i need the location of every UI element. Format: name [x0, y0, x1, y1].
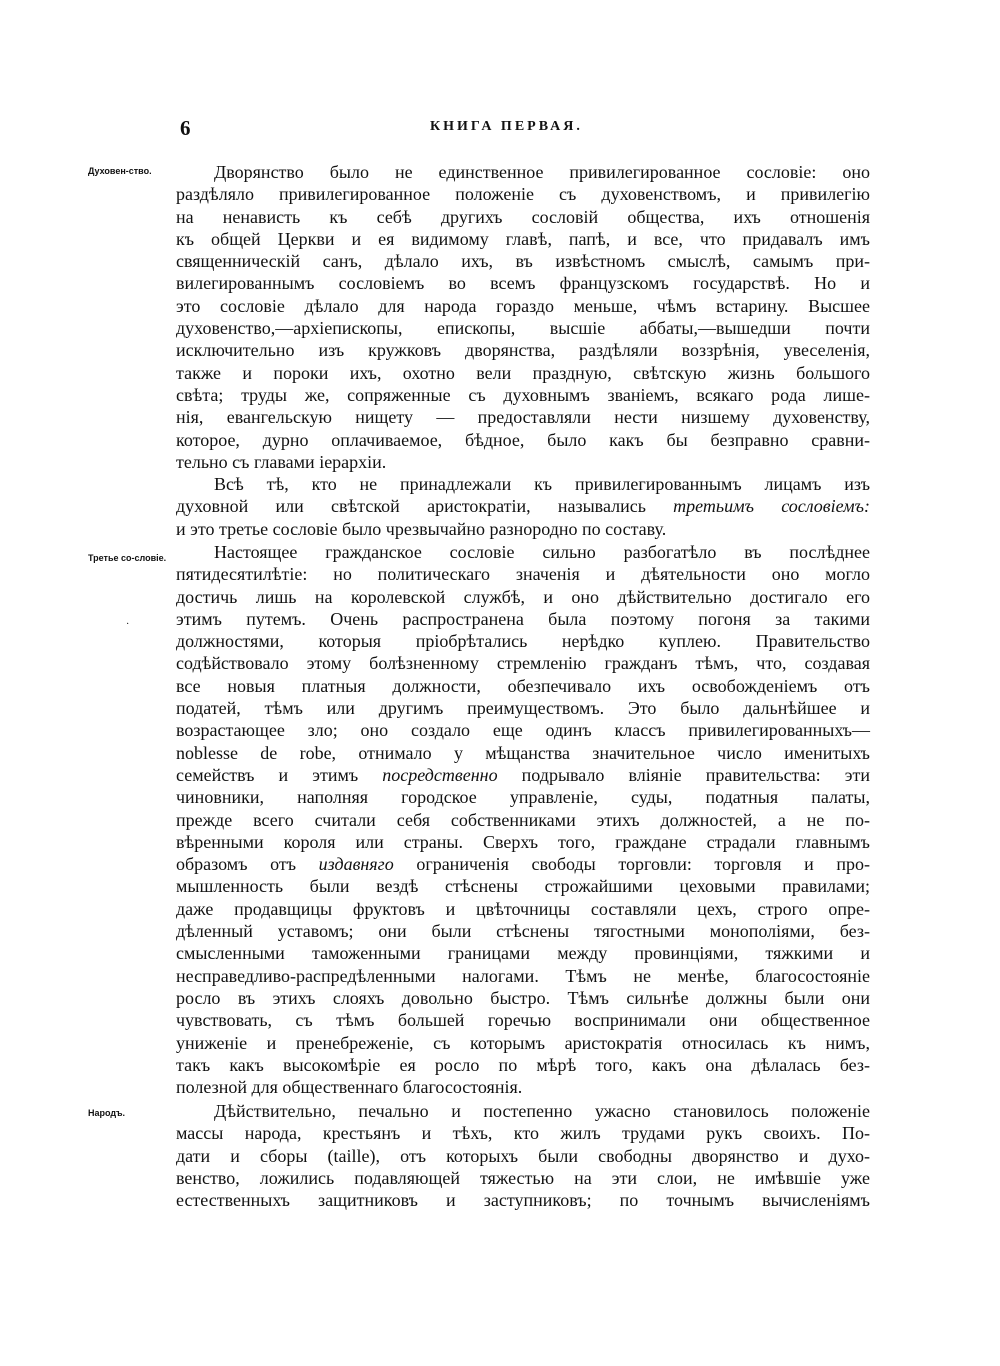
text-line: пятидесятилѣтіе: но политическаго значенія и дѣятельности оно могло [176, 564, 870, 585]
text-line: вилегированнымъ сословіемъ во всемъ французскомъ государствѣ. Но и [176, 273, 870, 294]
text-line: возрастающее зло; оно создало еще одинъ классъ привилегированныхъ— [176, 720, 870, 741]
text-line: содѣйствовало этому болѣзненному стремленію гражданъ тѣмъ, что, создавая [176, 653, 870, 674]
text-line: раздѣляло привилегированное положеніе съ духовенствомъ, и привилегію [176, 184, 870, 205]
text-line: дѣленный уставомъ; они были стѣснены тягостными монополіями, без- [176, 921, 870, 942]
text-line: естественныхъ защитниковъ и заступниковъ; по точнымъ вычисленіямъ [176, 1190, 870, 1211]
text-line: этимъ путемъ. Очень распространена была поэтому погоня за такими [176, 608, 870, 629]
text-line: прежде всего считали себя собственниками этихъ должностей, а не по- [176, 809, 870, 830]
text-line: на ненависть къ себѣ другихъ сословій общества, ихъ отношенія [176, 206, 870, 227]
paragraph-clergy [176, 161, 870, 473]
text-segment: ограниченія свободы торговли: торговля и про- [393, 854, 870, 875]
text-line: духовенство,—архіепископы, епископы, высшіе аббаты,—вышедши почти [176, 318, 870, 339]
text-segment: образомъ отъ [176, 854, 319, 875]
running-head: КНИГА ПЕРВАЯ. [430, 119, 583, 134]
page-number: 6 [180, 116, 191, 140]
margin-note-clergy: Духовен-ство. [88, 166, 152, 176]
paragraph-third-estate-intro [176, 473, 870, 540]
text-line: это сословіе дѣлало для народа гораздо меньше, чѣмъ встарину. Высшее [176, 295, 870, 316]
text-line: Настоящее гражданское сословіе сильно разбогатѣло въ послѣднее [214, 542, 870, 562]
text-line: смысленными таможенными границами между провинціями, тяжкими и [176, 943, 870, 964]
text-line [176, 495, 870, 517]
text-line: должностями, которыя пріобрѣтались нерѣдко куплею. Правительство [176, 631, 870, 652]
emphasis-indirectly: посредственно [382, 764, 498, 785]
text-line: къ общей Церкви и ея видимому главѣ, папѣ, и все, что придавалъ имъ [176, 228, 870, 249]
text-line: даже продавщицы фруктовъ и цвѣточницы составляли цехъ, строго опре- [176, 898, 870, 919]
text-line: также и пороки ихъ, охотно вели праздную, свѣтскую жизнь большого [176, 362, 870, 383]
text-line: все новыя платныя должности, обезпечивало ихъ освобожденіемъ отъ [176, 675, 870, 696]
text-line: священническій санъ, дѣлало ихъ, въ извѣстномъ смыслѣ, самымъ при- [176, 251, 870, 272]
text-line: чувствовать, съ тѣмъ большей горечью воспринимали они общественное [176, 1010, 870, 1031]
text-segment: семействъ и этимъ [176, 764, 383, 785]
text-line: массы народа, крестьянъ и тѣхъ, кто жилъ трудами рукъ своихъ. По- [176, 1123, 870, 1144]
text-line: нія, евангельскую нищету — предоставляли нести низшему духовенству, [176, 407, 870, 428]
text-line: тельно съ главами іерархіи. [176, 451, 387, 472]
text-line: которое, дурно оплачиваемое, бѣдное, было какъ бы безправно сравни- [176, 429, 870, 450]
text-line: такъ какъ высокомѣріе ея росло по мѣрѣ того, какъ она дѣлалась без- [176, 1054, 870, 1075]
text-line: свѣта; труды же, сопряженные съ духовнымъ званіемъ, всякаго рода лише- [176, 384, 870, 405]
text-line: мышленность были вездѣ стѣснены строжайшими цеховыми правилами; [176, 876, 870, 897]
emphasis-longstanding: издавняго [318, 854, 394, 875]
emphasis-third-estate: третьимъ сословіемъ: [673, 496, 870, 517]
text-line: чиновники, наполняя городское управленіе, суды, податныя палаты, [176, 787, 870, 808]
text-line [176, 764, 870, 786]
text-line: noblesse de robe, отнимало у мѣщанства значительное число именитыхъ [176, 742, 870, 763]
text-line: достичь лишь на королевской службѣ, и оно дѣйствительно достигало его [176, 586, 870, 607]
text-line: росло въ этихъ слояхъ довольно быстро. Тѣмъ сильнѣе должны были они [176, 987, 870, 1008]
text-line: венство, ложились подавляющей тяжестью на эти слои, не имѣвшіе уже [176, 1167, 870, 1188]
text-line: Дворянство было не единственное привилегированное сословіе: оно [214, 162, 870, 182]
paragraph-bourgeoisie [176, 541, 870, 1098]
text-line: податей, тѣмъ или другимъ преимуществомъ. Это было дальнѣйшее и [176, 698, 870, 719]
text-line: униженіе и пренебреженіе, съ которымъ аристократія относилась къ нимъ, [176, 1032, 870, 1053]
text-line: Дѣйствительно, печально и постепенно ужасно становилось положеніе [214, 1101, 870, 1121]
text-line: исключительно изъ кружковъ дворянства, раздѣляли воззрѣнія, увеселенія, [176, 340, 870, 361]
text-line: вѣренными короля или страны. Сверхъ того, граждане страдали главнымъ [176, 831, 870, 852]
margin-note-third-estate: Третье со-словіе. [88, 553, 167, 563]
text-line: Всѣ тѣ, кто не принадлежали къ привилегированнымъ лицамъ изъ [214, 474, 870, 494]
text-line: несправедливо-распредѣленными налогами. Тѣмъ не менѣе, благосостояніе [176, 965, 870, 986]
text-segment: духовной или свѣтской аристократіи, назывались [176, 496, 674, 517]
margin-note-people: Народъ. [88, 1108, 126, 1118]
text-segment: подрывало вліяніе правительства: эти [497, 764, 871, 785]
text-line: дати и сборы (taille), отъ которыхъ были свободны дворянство и духо- [176, 1145, 870, 1166]
text-line [176, 853, 870, 875]
paragraph-people [176, 1100, 870, 1211]
text-line: и это третье сословіе было чрезвычайно разнородно по составу. [176, 518, 667, 539]
text-line: полезной для общественнаго благосостоянія. [176, 1077, 523, 1098]
margin-dot: · [126, 619, 130, 630]
